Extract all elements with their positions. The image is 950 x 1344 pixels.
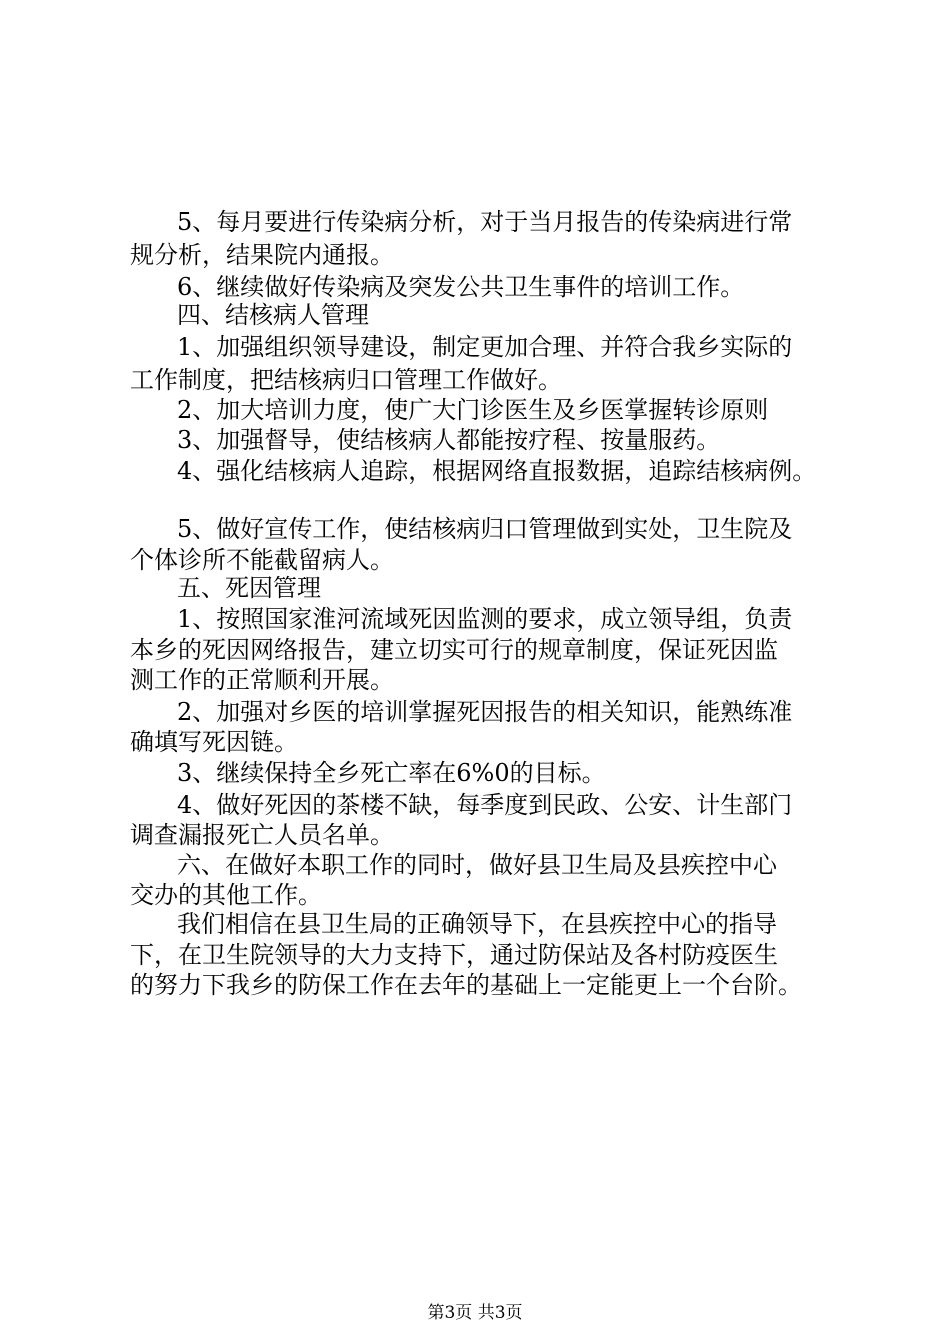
paragraph-line: 测工作的正常顺利开展。 [130, 666, 394, 694]
paragraph-line: 六、在做好本职工作的同时，做好县卫生局及县疾控中心 [177, 851, 777, 879]
paragraph-line: 确填写死因链。 [130, 728, 298, 756]
paragraph-line: 调查漏报死亡人员名单。 [130, 821, 394, 849]
paragraph-line: 1、加强组织领导建设，制定更加合理、并符合我乡实际的 [177, 333, 793, 361]
paragraph-line: 本乡的死因网络报告，建立切实可行的规章制度，保证死因监 [130, 636, 778, 664]
paragraph-line: 1、按照国家淮河流域死因监测的要求，成立领导组，负责 [177, 605, 793, 633]
paragraph-line: 3、加强督导，使结核病人都能按疗程、按量服药。 [177, 426, 721, 454]
paragraph-line: 的努力下我乡的防保工作在去年的基础上一定能更上一个台阶。 [130, 971, 802, 999]
paragraph-line: 2、加大培训力度，使广大门诊医生及乡医掌握转诊原则 [177, 396, 769, 424]
paragraph-line: 4、强化结核病人追踪，根据网络直报数据，追踪结核病例。 [177, 457, 817, 485]
paragraph-line: 个体诊所不能截留病人。 [130, 546, 394, 574]
paragraph-line: 2、加强对乡医的培训掌握死因报告的相关知识，能熟练准 [177, 698, 793, 726]
paragraph-line: 3、继续保持全乡死亡率在6%0的目标。 [177, 759, 606, 787]
section-heading: 四、结核病人管理 [177, 301, 369, 329]
paragraph-line: 5、每月要进行传染病分析，对于当月报告的传染病进行常 [177, 208, 793, 236]
paragraph-line: 我们相信在县卫生局的正确领导下，在县疾控中心的指导 [177, 910, 777, 938]
paragraph-line: 6、继续做好传染病及突发公共卫生事件的培训工作。 [177, 273, 745, 301]
paragraph-line: 5、做好宣传工作，使结核病归口管理做到实处，卫生院及 [177, 515, 793, 543]
paragraph-line: 交办的其他工作。 [130, 881, 322, 909]
paragraph-line: 下，在卫生院领导的大力支持下，通过防保站及各村防疫医生 [130, 941, 778, 969]
paragraph-line: 规分析，结果院内通报。 [130, 241, 394, 269]
paragraph-line: 4、做好死因的茶楼不缺，每季度到民政、公安、计生部门 [177, 791, 793, 819]
paragraph-line: 工作制度，把结核病归口管理工作做好。 [130, 366, 562, 394]
section-heading: 五、死因管理 [177, 574, 321, 602]
page-number-footer: 第3页 共3页 [427, 1303, 523, 1323]
